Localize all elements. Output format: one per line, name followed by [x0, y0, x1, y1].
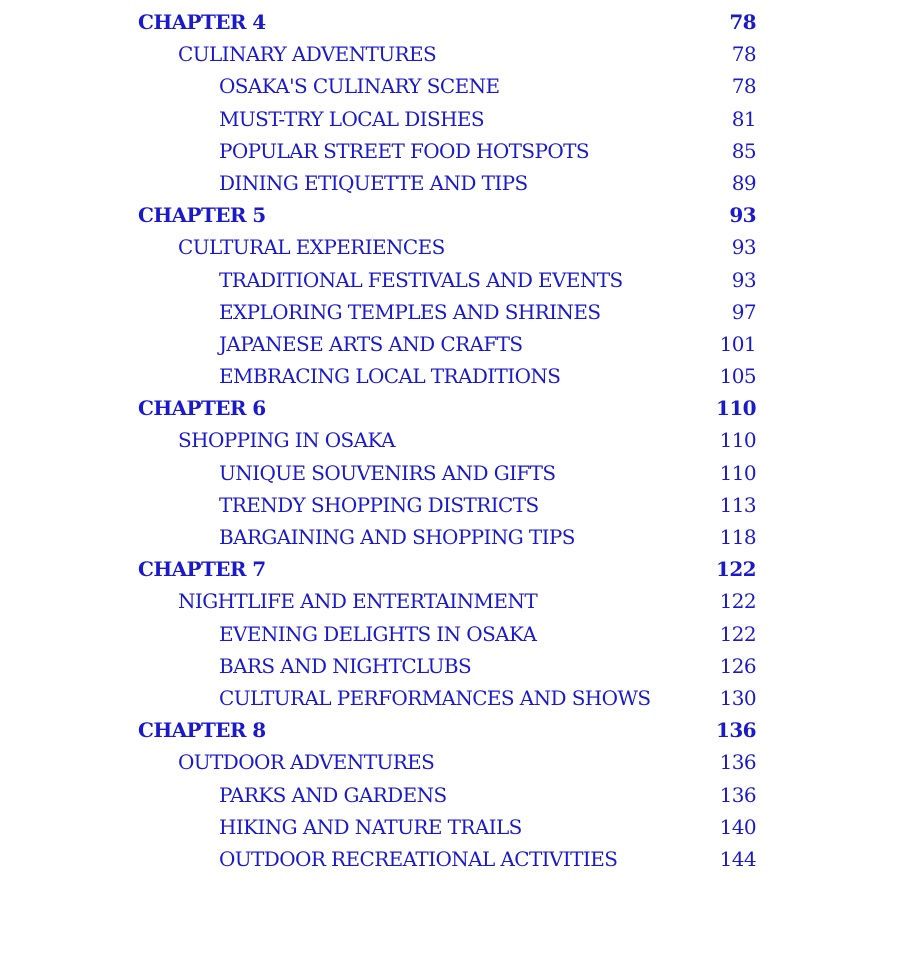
toc-page-number: 93 — [729, 203, 756, 228]
toc-subsection-entry[interactable] — [138, 135, 756, 167]
toc-section-entry[interactable] — [138, 746, 756, 778]
toc-section-entry[interactable] — [138, 424, 756, 456]
toc-entry-title: PARKS AND GARDENS — [219, 782, 447, 807]
toc-entry-title: OUTDOOR RECREATIONAL ACTIVITIES — [219, 846, 618, 871]
toc-entry-title: OSAKA'S CULINARY SCENE — [219, 74, 500, 99]
toc-page-number: 89 — [731, 170, 756, 195]
toc-subsection-entry[interactable] — [138, 70, 756, 102]
toc-page-number: 130 — [719, 685, 756, 710]
toc-subsection-entry[interactable] — [138, 650, 756, 682]
toc-page-number: 105 — [719, 364, 756, 389]
toc-entry-title: BARS AND NIGHTCLUBS — [219, 653, 472, 678]
toc-page-number: 110 — [719, 460, 756, 485]
toc-section-entry[interactable] — [138, 231, 756, 263]
toc-page-number: 136 — [719, 750, 756, 775]
toc-page-number: 126 — [719, 653, 756, 678]
toc-page-number: 136 — [716, 718, 756, 743]
toc-entry-title: EVENING DELIGHTS IN OSAKA — [219, 621, 537, 646]
toc-subsection-entry[interactable] — [138, 811, 756, 843]
toc-subsection-entry[interactable] — [138, 457, 756, 489]
toc-subsection-entry[interactable] — [138, 264, 756, 296]
toc-chapter-entry[interactable] — [138, 199, 756, 231]
toc-subsection-entry[interactable] — [138, 360, 756, 392]
toc-page-number: 78 — [731, 42, 756, 67]
toc-page-number: 122 — [719, 621, 756, 646]
toc-entry-title: EMBRACING LOCAL TRADITIONS — [219, 364, 561, 389]
toc-page-number: 78 — [731, 74, 756, 99]
toc-subsection-entry[interactable] — [138, 521, 756, 553]
toc-entry-title: MUST-TRY LOCAL DISHES — [219, 106, 485, 131]
toc-entry-title: SHOPPING IN OSAKA — [178, 428, 395, 453]
toc-entry-title: NIGHTLIFE AND ENTERTAINMENT — [178, 589, 538, 614]
toc-chapter-entry[interactable] — [138, 553, 756, 585]
toc-page-number: 97 — [731, 299, 756, 324]
toc-page-number: 78 — [729, 10, 756, 34]
toc-entry-title: CHAPTER 4 — [138, 10, 266, 34]
toc-subsection-entry[interactable] — [138, 682, 756, 714]
toc-entry-title: BARGAINING AND SHOPPING TIPS — [219, 525, 575, 549]
toc-entry-title: POPULAR STREET FOOD HOTSPOTS — [219, 138, 589, 163]
toc-entry-title: EXPLORING TEMPLES AND SHRINES — [219, 299, 601, 324]
toc-page-number: 113 — [719, 492, 756, 517]
toc-subsection-entry[interactable] — [138, 167, 756, 199]
toc-page-number: 93 — [731, 235, 756, 260]
toc-entry-title: DINING ETIQUETTE AND TIPS — [219, 170, 528, 195]
toc-section-entry[interactable] — [138, 585, 756, 617]
toc-entry-title: TRADITIONAL FESTIVALS AND EVENTS — [219, 267, 623, 292]
toc-page-number: 140 — [719, 814, 756, 839]
toc-entry-title: CHAPTER 7 — [138, 557, 266, 582]
toc-entry-title: TRENDY SHOPPING DISTRICTS — [219, 492, 539, 517]
toc-entry-title: CHAPTER 6 — [138, 396, 266, 421]
toc-entry-title: HIKING AND NATURE TRAILS — [219, 814, 522, 839]
toc-subsection-entry[interactable] — [138, 103, 756, 135]
toc-page-number: 110 — [716, 396, 756, 421]
toc-subsection-entry[interactable] — [138, 618, 756, 650]
toc-chapter-entry[interactable] — [138, 392, 756, 424]
toc-subsection-entry[interactable] — [138, 328, 756, 360]
toc-section-entry[interactable] — [138, 38, 756, 70]
toc-page-number: 93 — [731, 267, 756, 292]
toc-page-number: 110 — [719, 428, 756, 453]
table-of-contents — [138, 6, 756, 875]
toc-page-number: 118 — [719, 525, 756, 549]
toc-entry-title: CULTURAL EXPERIENCES — [178, 235, 445, 260]
toc-entry-title: CULTURAL PERFORMANCES AND SHOWS — [219, 685, 651, 710]
toc-entry-title: OUTDOOR ADVENTURES — [178, 750, 435, 775]
toc-subsection-entry[interactable] — [138, 296, 756, 328]
toc-subsection-entry[interactable] — [138, 843, 756, 875]
toc-page-number: 122 — [719, 589, 756, 614]
toc-subsection-entry[interactable] — [138, 489, 756, 521]
toc-page-number: 101 — [719, 331, 756, 356]
toc-page-number: 122 — [716, 557, 756, 582]
toc-entry-title: JAPANESE ARTS AND CRAFTS — [219, 331, 523, 356]
toc-page-number: 81 — [731, 106, 756, 131]
toc-page-number: 85 — [731, 138, 756, 163]
toc-subsection-entry[interactable] — [138, 779, 756, 811]
toc-entry-title: UNIQUE SOUVENIRS AND GIFTS — [219, 460, 556, 485]
toc-page-number: 144 — [719, 846, 756, 871]
toc-chapter-entry[interactable] — [138, 6, 756, 38]
toc-entry-title: CHAPTER 8 — [138, 718, 266, 743]
toc-entry-title: CHAPTER 5 — [138, 203, 266, 228]
toc-entry-title: CULINARY ADVENTURES — [178, 42, 437, 67]
toc-chapter-entry[interactable] — [138, 714, 756, 746]
toc-page-number: 136 — [719, 782, 756, 807]
